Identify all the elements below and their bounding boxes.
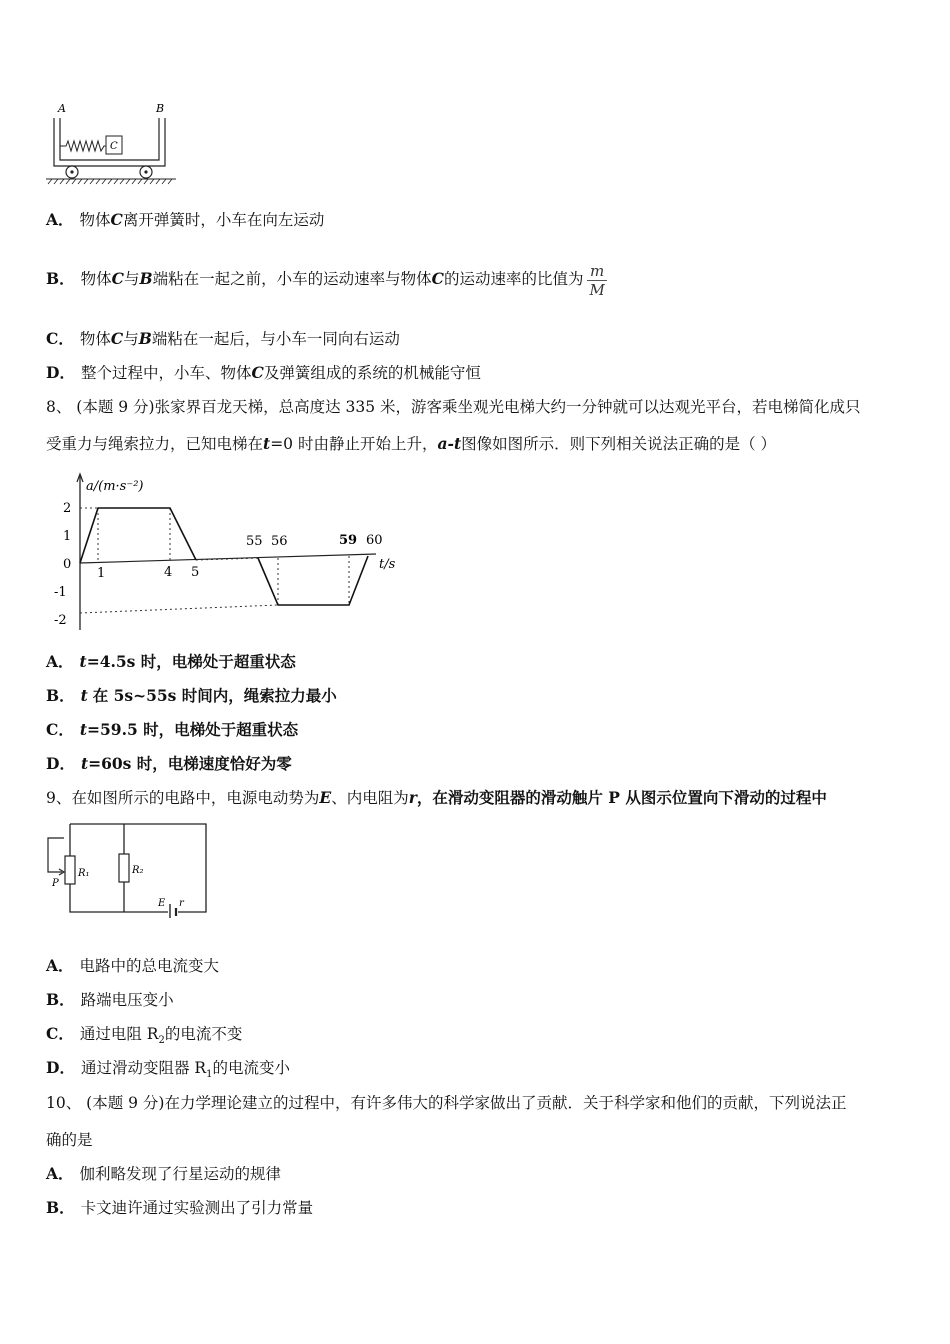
stem-text: 图像如图所示．则下列相关说法正确的是（ ） <box>461 435 777 453</box>
q10-stem-line1: 10、 (本题 9 分)在力学理论建立的过程中，有许多伟大的科学家做出了贡献．关于科学家和他们的贡献，下列说法正 <box>46 1094 847 1112</box>
var-t: t <box>79 720 88 739</box>
option-text: =4.5s 时，电梯处于超重状态 <box>86 652 296 671</box>
series-negative <box>258 556 368 605</box>
option-text: 通过滑动变阻器 R <box>80 1059 207 1077</box>
option-label: C． <box>46 1024 74 1043</box>
option-text: 与 <box>123 330 139 348</box>
var-b: B <box>138 329 152 348</box>
option-label: A． <box>46 1164 74 1183</box>
q9-option-d[interactable] <box>46 1057 290 1086</box>
subscript: 2 <box>158 1035 165 1047</box>
option-text: 物体 <box>79 211 111 229</box>
option-label: A． <box>46 652 74 671</box>
option-text: =59.5 时，电梯处于超重状态 <box>87 720 299 739</box>
e-label: E <box>158 898 166 909</box>
var-c: C <box>111 269 124 288</box>
fraction-numerator: m <box>587 262 606 281</box>
var-r: r <box>408 788 417 807</box>
var-t: t <box>79 652 87 671</box>
circuit-diagram <box>40 818 215 918</box>
r2-label: R₂ <box>132 865 144 876</box>
option-label: B． <box>46 1198 75 1217</box>
option-text: 路端电压变小 <box>80 991 174 1009</box>
x-tick-59: 59 <box>339 533 358 548</box>
stem-text: 、内电阻为 <box>331 789 409 807</box>
r1-label: R₁ <box>78 868 90 879</box>
q8-option-b[interactable] <box>46 685 337 707</box>
option-label: D． <box>46 363 75 382</box>
q10-option-b[interactable] <box>46 1197 313 1219</box>
var-c: C <box>110 210 123 229</box>
q7-option-d[interactable] <box>46 362 481 384</box>
y-tick-0: 0 <box>63 557 72 572</box>
q8-option-a[interactable] <box>46 651 296 673</box>
x-axis-label: t/s <box>379 557 396 572</box>
q7-option-c[interactable] <box>46 328 400 350</box>
q7-option-a[interactable] <box>46 209 324 231</box>
series-positive <box>80 508 196 563</box>
y-axis-label: a/(m·s⁻²) <box>86 479 144 494</box>
q8-stem-line1: 8、 (本题 9 分)张家界百龙天梯，总高度达 335 米，游客乘坐观光电梯大约一分钟就可以达观光平台，若电梯简化成只 <box>46 398 861 416</box>
option-label: B． <box>46 990 75 1009</box>
var-t: t <box>80 754 89 773</box>
option-text: 及弹簧组成的系统的机械能守恒 <box>263 364 481 382</box>
option-text: 的运动速率的比值为 <box>443 270 584 288</box>
acceleration-time-graph <box>46 470 416 642</box>
y-tick-neg2: -2 <box>54 613 67 628</box>
var-t: t <box>263 434 271 453</box>
option-text: 在 5s~55s 时间内，绳索拉力最小 <box>92 686 337 705</box>
stem-text: 9、在如图所示的电路中，电源电动势为 <box>46 789 320 807</box>
var-c: C <box>251 363 264 382</box>
stem-text: =0 时由静止开始上升， <box>270 435 438 453</box>
x-tick-1: 1 <box>97 566 106 581</box>
p-label: P <box>52 878 59 889</box>
fraction-denominator: M <box>589 280 605 299</box>
slider-p <box>48 838 64 872</box>
var-b: B <box>139 269 153 288</box>
var-c: C <box>431 269 444 288</box>
q8-stem-line2 <box>46 433 776 455</box>
cart-spring-figure <box>40 98 185 186</box>
q9-option-b[interactable] <box>46 989 174 1011</box>
q9-option-a[interactable] <box>46 955 219 977</box>
option-label: D． <box>46 1058 75 1077</box>
q9-option-c[interactable] <box>46 1023 242 1052</box>
y-tick-1: 1 <box>63 529 72 544</box>
mass-ratio-fraction <box>587 262 606 299</box>
q9-stem <box>46 787 827 809</box>
label-b: B <box>156 102 165 115</box>
y-tick-2: 2 <box>63 501 72 516</box>
option-text: 的电流不变 <box>164 1025 243 1043</box>
x-tick-56: 56 <box>271 534 288 549</box>
var-at: a-t <box>437 434 462 453</box>
stem-text: 受重力与绳索拉力，已知电梯在 <box>46 435 264 453</box>
option-label: B． <box>46 686 75 705</box>
option-text: 通过电阻 R <box>79 1025 159 1043</box>
x-tick-55: 55 <box>246 534 263 549</box>
resistor-r1 <box>65 856 75 884</box>
label-a: A <box>58 102 66 115</box>
option-label: B． <box>46 269 75 288</box>
label-c: C <box>110 141 118 152</box>
y-tick-neg1: -1 <box>54 585 67 600</box>
option-text: 与 <box>123 270 140 288</box>
option-text: 的电流变小 <box>212 1059 290 1077</box>
q7-option-b[interactable] <box>46 250 607 308</box>
x-tick-5: 5 <box>191 565 200 580</box>
option-label: A． <box>46 956 74 975</box>
option-text: 电路中的总电流变大 <box>79 957 220 975</box>
option-text: 端粘在一起后，与小车一同向右运动 <box>151 330 400 348</box>
option-text: 物体 <box>79 330 111 348</box>
r-label: r <box>179 898 184 909</box>
option-text: =60s 时，电梯速度恰好为零 <box>88 754 292 773</box>
option-text: 卡文迪许通过实验测出了引力常量 <box>80 1199 314 1217</box>
q10-stem-line2: 确的是 <box>46 1131 93 1149</box>
option-label: C． <box>46 720 74 739</box>
resistor-r2 <box>119 854 129 882</box>
q10-option-a[interactable] <box>46 1163 281 1185</box>
subscript: 1 <box>206 1069 213 1081</box>
q8-option-d[interactable] <box>46 753 292 775</box>
x-tick-60: 60 <box>366 533 383 548</box>
option-text: 离开弹簧时，小车在向左运动 <box>122 211 325 229</box>
option-text: 端粘在一起之前，小车的运动速率与物体 <box>152 270 432 288</box>
q8-option-c[interactable] <box>46 719 298 741</box>
option-label: A． <box>46 210 74 229</box>
var-t: t <box>80 686 88 705</box>
option-label: C． <box>46 329 74 348</box>
var-c: C <box>110 329 124 348</box>
var-e: E <box>319 788 332 807</box>
option-text: 伽利略发现了行星运动的规律 <box>79 1165 282 1183</box>
option-text: 整个过程中，小车、物体 <box>80 364 252 382</box>
option-text: 物体 <box>80 270 112 288</box>
option-label: D． <box>46 754 75 773</box>
x-axis <box>80 554 376 563</box>
stem-text: ，在滑动变阻器的滑动触片 P 从图示位置向下滑动的过程中 <box>416 788 827 807</box>
x-tick-4: 4 <box>164 565 173 580</box>
